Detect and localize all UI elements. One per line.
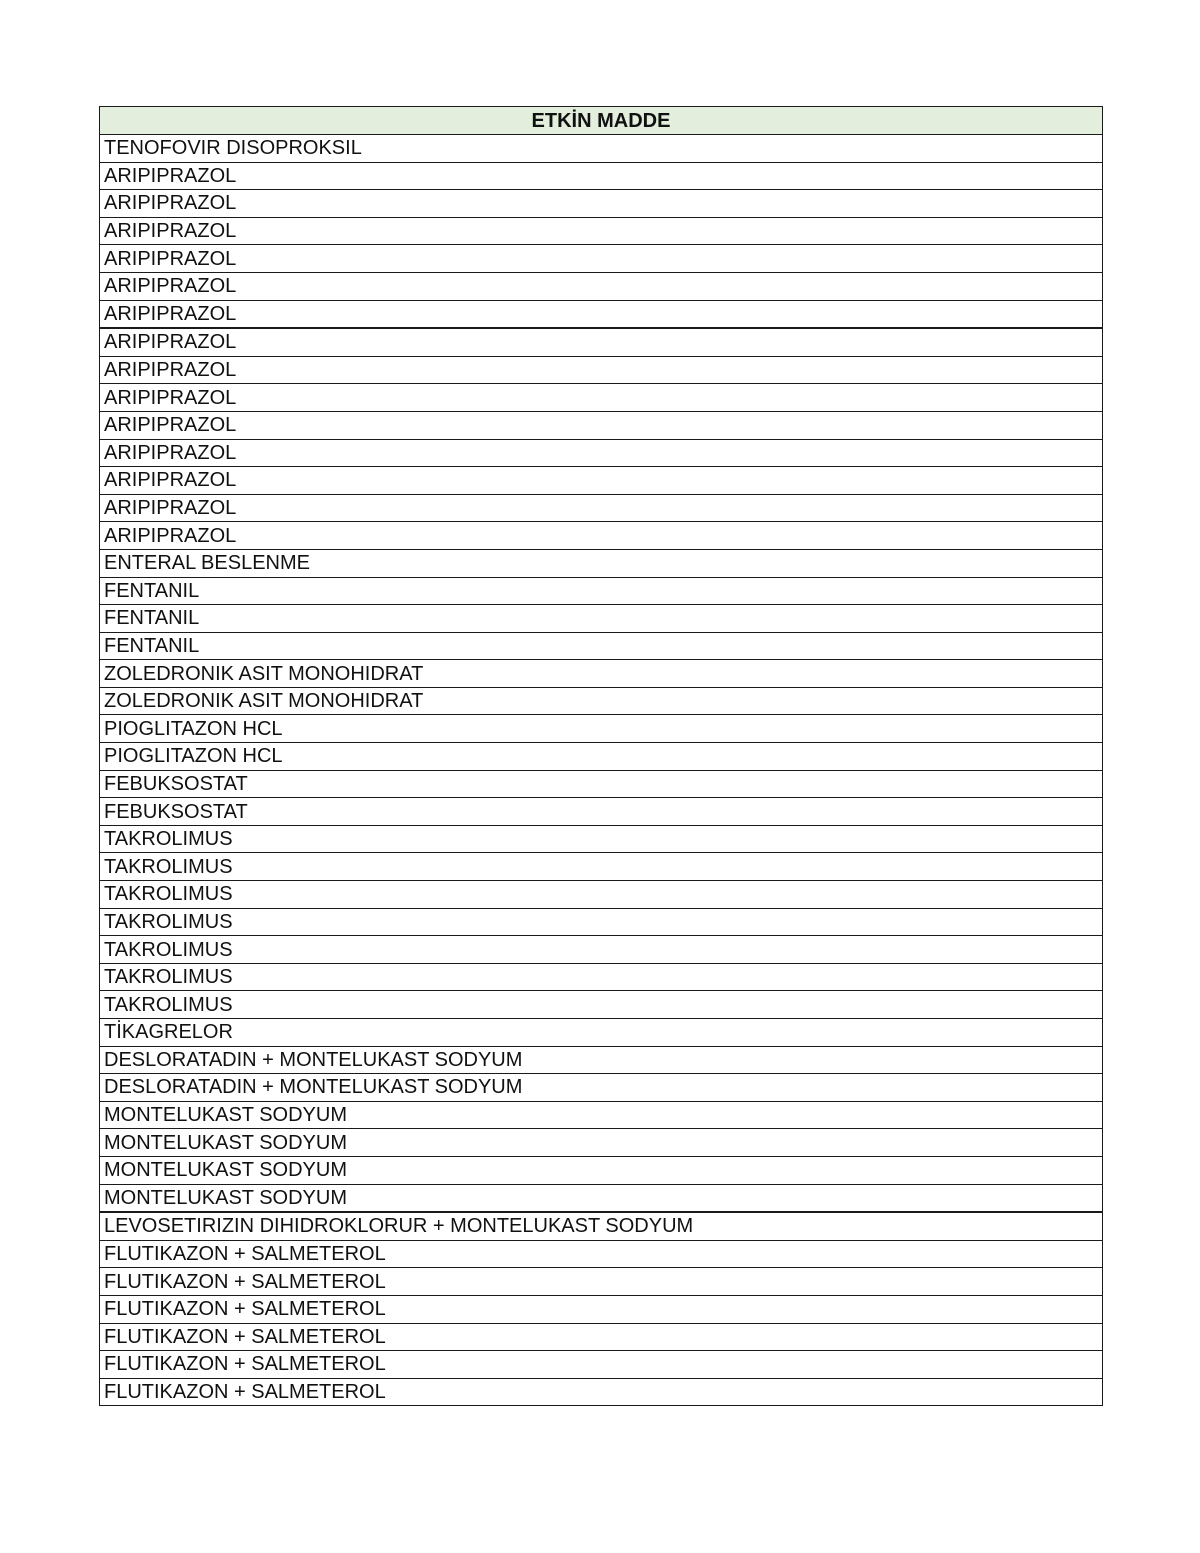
ingredient-cell: FLUTIKAZON + SALMETEROL [100,1323,1103,1351]
ingredient-cell: ZOLEDRONIK ASIT MONOHIDRAT [100,660,1103,688]
ingredient-cell: FLUTIKAZON + SALMETEROL [100,1351,1103,1379]
table-row [100,1240,1103,1268]
ingredient-cell: ARIPIPRAZOL [100,328,1103,356]
table-row [100,162,1103,190]
table-row [100,1046,1103,1074]
table-row [100,217,1103,245]
ingredient-cell: TAKROLIMUS [100,908,1103,936]
table-row [100,825,1103,853]
table-row [100,1129,1103,1157]
ingredient-cell: TAKROLIMUS [100,936,1103,964]
table-row [100,770,1103,798]
ingredient-cell: ARIPIPRAZOL [100,272,1103,300]
table-row [100,467,1103,495]
table-row [100,1212,1103,1240]
ingredient-cell: ARIPIPRAZOL [100,217,1103,245]
table-row [100,1074,1103,1102]
ingredient-cell: PIOGLITAZON HCL [100,743,1103,771]
ingredient-cell: ENTERAL BESLENME [100,549,1103,577]
table-row [100,135,1103,163]
active-ingredient-table [99,106,1103,1406]
table-body [100,135,1103,1406]
table-row [100,632,1103,660]
table-row [100,963,1103,991]
table-row [100,1019,1103,1047]
table-row [100,522,1103,550]
ingredient-cell: PIOGLITAZON HCL [100,715,1103,743]
table-row [100,660,1103,688]
table-row [100,991,1103,1019]
table-row [100,494,1103,522]
table-row [100,328,1103,356]
ingredient-cell: ARIPIPRAZOL [100,522,1103,550]
table-row [100,1323,1103,1351]
table-row [100,1268,1103,1296]
table-row [100,384,1103,412]
table-row [100,439,1103,467]
ingredient-cell: TENOFOVIR DISOPROKSIL [100,135,1103,163]
ingredient-cell: ARIPIPRAZOL [100,245,1103,273]
ingredient-cell: MONTELUKAST SODYUM [100,1184,1103,1212]
ingredient-cell: ARIPIPRAZOL [100,162,1103,190]
table-row [100,605,1103,633]
table-row [100,356,1103,384]
table-row [100,881,1103,909]
ingredient-cell: FEBUKSOSTAT [100,798,1103,826]
ingredient-cell: TAKROLIMUS [100,963,1103,991]
table-row [100,411,1103,439]
ingredient-cell: FLUTIKAZON + SALMETEROL [100,1240,1103,1268]
ingredient-cell: ARIPIPRAZOL [100,300,1103,328]
table-row [100,245,1103,273]
table-row [100,1295,1103,1323]
ingredient-cell: ARIPIPRAZOL [100,467,1103,495]
table-row [100,1351,1103,1379]
ingredient-cell: ZOLEDRONIK ASIT MONOHIDRAT [100,687,1103,715]
ingredient-cell: LEVOSETIRIZIN DIHIDROKLORUR + MONTELUKAST SODYUM [100,1212,1103,1240]
ingredient-cell: FENTANIL [100,605,1103,633]
table-row [100,300,1103,328]
ingredient-cell: TAKROLIMUS [100,853,1103,881]
table-row [100,743,1103,771]
ingredient-cell: DESLORATADIN + MONTELUKAST SODYUM [100,1074,1103,1102]
table-row [100,1378,1103,1406]
table-row [100,715,1103,743]
ingredient-cell: ARIPIPRAZOL [100,356,1103,384]
ingredient-cell: MONTELUKAST SODYUM [100,1156,1103,1184]
table-row [100,853,1103,881]
ingredient-cell: ARIPIPRAZOL [100,190,1103,218]
table-row [100,1184,1103,1212]
column-header-etkin-madde: ETKİN MADDE [100,107,1103,135]
table-row [100,1101,1103,1129]
ingredient-cell: TAKROLIMUS [100,825,1103,853]
header-row [100,107,1103,135]
table-row [100,577,1103,605]
table-row [100,936,1103,964]
table-row [100,272,1103,300]
ingredient-cell: ARIPIPRAZOL [100,439,1103,467]
ingredient-cell: FLUTIKAZON + SALMETEROL [100,1295,1103,1323]
ingredient-cell: FLUTIKAZON + SALMETEROL [100,1378,1103,1406]
table-row [100,190,1103,218]
ingredient-cell: ARIPIPRAZOL [100,411,1103,439]
ingredient-cell: ARIPIPRAZOL [100,494,1103,522]
table-row [100,908,1103,936]
ingredient-cell: FLUTIKAZON + SALMETEROL [100,1268,1103,1296]
ingredient-cell: MONTELUKAST SODYUM [100,1101,1103,1129]
ingredient-cell: TİKAGRELOR [100,1019,1103,1047]
ingredient-cell: DESLORATADIN + MONTELUKAST SODYUM [100,1046,1103,1074]
table-row [100,549,1103,577]
table-row [100,1156,1103,1184]
ingredient-cell: MONTELUKAST SODYUM [100,1129,1103,1157]
ingredient-cell: FENTANIL [100,632,1103,660]
ingredient-cell: ARIPIPRAZOL [100,384,1103,412]
ingredient-cell: TAKROLIMUS [100,991,1103,1019]
ingredient-cell: FEBUKSOSTAT [100,770,1103,798]
table-row [100,687,1103,715]
ingredient-cell: TAKROLIMUS [100,881,1103,909]
ingredient-cell: FENTANIL [100,577,1103,605]
table-row [100,798,1103,826]
